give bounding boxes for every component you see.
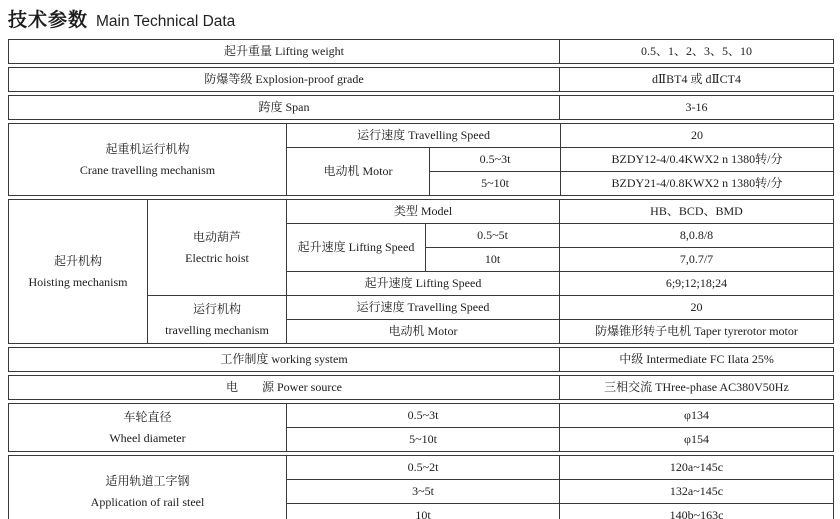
table-row — [9, 200, 834, 224]
explosion-grade-value: dⅡBT4 或 dⅡCT4 — [560, 68, 834, 92]
hoist-model-value: HB、BCD、BMD — [560, 200, 834, 224]
hoist-motor-label: 电动机 Motor — [287, 320, 560, 344]
hoist-lifting-speed2-label: 起升速度 Lifting Speed — [287, 272, 560, 296]
table-lifting-weight — [8, 39, 834, 64]
table-row — [9, 376, 834, 400]
hoist-travelling-speed-label: 运行速度 Travelling Speed — [287, 296, 560, 320]
hoist-lifting-speed-capacity-2: 10t — [426, 248, 560, 272]
hoist-travelling-speed-value: 20 — [560, 296, 834, 320]
explosion-grade-label: 防爆等级 Explosion-proof grade — [9, 68, 560, 92]
electric-hoist-zh: 电动葫芦 — [192, 230, 241, 245]
wheel-diameter-capacity-2: 5~10t — [287, 428, 560, 452]
lifting-weight-label: 起升重量 Lifting weight — [9, 40, 560, 64]
power-source-label: 电 源 Power source — [9, 376, 560, 400]
crane-travelling-speed-label: 运行速度 Travelling Speed — [287, 124, 561, 148]
crane-travelling-group-zh: 起重机运行机构 — [105, 142, 190, 157]
hoist-model-label: 类型 Model — [287, 200, 560, 224]
crane-motor-label: 电动机 Motor — [287, 148, 430, 196]
crane-travelling-group-label — [9, 124, 287, 196]
hoisting-group-label — [9, 200, 148, 344]
rail-steel-zh: 适用轨道工字钢 — [105, 474, 190, 489]
hoisting-group-en: Hoisting mechanism — [28, 274, 128, 289]
table-crane-travelling — [8, 123, 834, 196]
hoist-lifting-speed-value-2: 7,0.7/7 — [560, 248, 834, 272]
wheel-diameter-capacity-1: 0.5~3t — [287, 404, 560, 428]
hoisting-group-zh: 起升机构 — [53, 254, 102, 269]
table-explosion-grade — [8, 67, 834, 92]
table-working-system — [8, 347, 834, 372]
table-row — [9, 124, 834, 148]
working-system-label: 工作制度 working system — [9, 348, 560, 372]
table-row — [9, 96, 834, 120]
hoist-lifting-speed-value-1: 8,0.8/8 — [560, 224, 834, 248]
table-row — [9, 40, 834, 64]
rail-steel-value-2: 132a~145c — [560, 480, 834, 504]
table-hoisting — [8, 199, 834, 344]
hoist-travelling-label — [148, 296, 287, 344]
table-row — [9, 404, 834, 428]
rail-steel-en: Application of rail steel — [90, 494, 205, 509]
wheel-diameter-value-1: φ134 — [560, 404, 834, 428]
crane-motor-value-2: BZDY21-4/0.8KWX2 n 1380转/分 — [561, 172, 834, 196]
wheel-diameter-en: Wheel diameter — [109, 430, 186, 445]
hoist-travelling-en: travelling mechanism — [165, 322, 269, 337]
hoist-lifting-speed2-value: 6;9;12;18;24 — [560, 272, 834, 296]
table-row — [9, 348, 834, 372]
hoist-motor-value: 防爆锥形转子电机 Taper tyrerotor motor — [560, 320, 834, 344]
table-rail-steel — [8, 455, 834, 519]
table-wheel-diameter — [8, 403, 834, 452]
hoist-lifting-speed-label: 起升速度 Lifting Speed — [287, 224, 426, 272]
page-title-zh: 技术参数 — [8, 10, 89, 31]
rail-steel-capacity-1: 0.5~2t — [287, 456, 560, 480]
electric-hoist-en: Electric hoist — [185, 250, 249, 265]
electric-hoist-label — [148, 200, 287, 296]
rail-steel-capacity-3: 10t — [287, 504, 560, 519]
wheel-diameter-zh: 车轮直径 — [123, 410, 172, 425]
crane-motor-capacity-1: 0.5~3t — [430, 148, 561, 172]
table-row — [9, 68, 834, 92]
wheel-diameter-group-label — [9, 404, 287, 452]
wheel-diameter-value-2: φ154 — [560, 428, 834, 452]
table-span — [8, 95, 834, 120]
span-label: 跨度 Span — [9, 96, 560, 120]
lifting-weight-value: 0.5、1、2、3、5、10 — [560, 40, 834, 64]
crane-travelling-speed-value: 20 — [561, 124, 834, 148]
page-title-en: Main Technical Data — [96, 13, 236, 30]
crane-motor-capacity-2: 5~10t — [430, 172, 561, 196]
hoist-lifting-speed-capacity-1: 0.5~5t — [426, 224, 560, 248]
hoist-travelling-zh: 运行机构 — [192, 302, 241, 317]
power-source-value: 三相交流 THree-phase AC380V50Hz — [560, 376, 834, 400]
crane-motor-value-1: BZDY12-4/0.4KWX2 n 1380转/分 — [561, 148, 834, 172]
rail-steel-value-3: 140b~163c — [560, 504, 834, 519]
table-power-source — [8, 375, 834, 400]
span-value: 3-16 — [560, 96, 834, 120]
page-title — [8, 5, 834, 32]
rail-steel-value-1: 120a~145c — [560, 456, 834, 480]
crane-travelling-group-en: Crane travelling mechanism — [79, 162, 216, 177]
rail-steel-capacity-2: 3~5t — [287, 480, 560, 504]
rail-steel-group-label — [9, 456, 287, 519]
table-row — [9, 456, 834, 480]
working-system-value: 中级 Intermediate FC Ilata 25% — [560, 348, 834, 372]
